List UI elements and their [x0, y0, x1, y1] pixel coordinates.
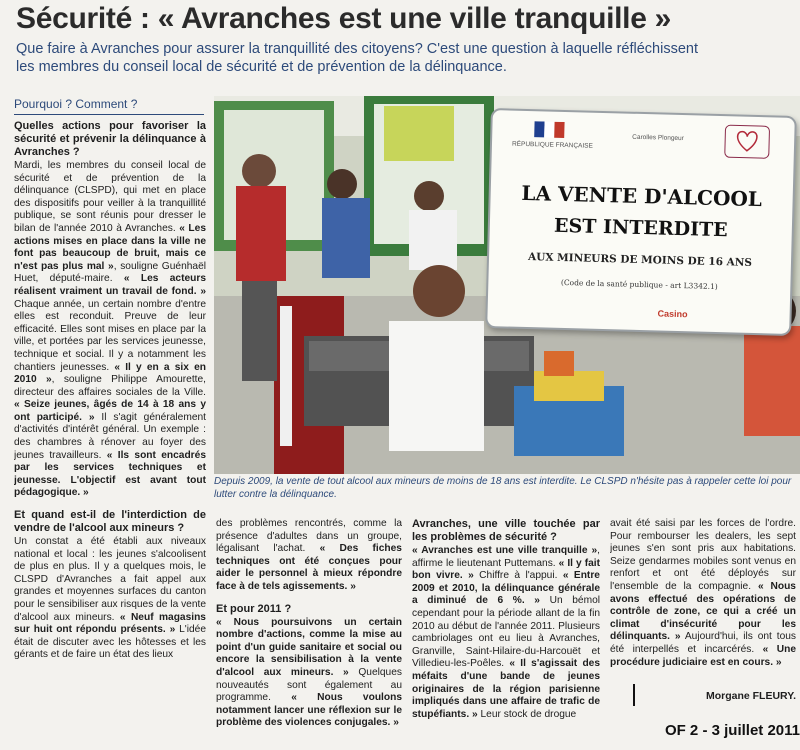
column-2 [216, 518, 402, 750]
sign-logo-text-left: RÉPUBLIQUE FRANÇAISE [511, 140, 593, 150]
alcohol-warning-sign [485, 108, 797, 336]
article-headline: Sécurité : « Avranches est une ville tranquille » [16, 2, 671, 35]
question-heading: Et pour 2011 ? [216, 602, 292, 615]
column-4 [610, 518, 796, 750]
question-heading: Quelles actions pour favoriser la sécurité et prévenir la délinquance à Avranches ? [14, 120, 206, 158]
paragraph: Un constat a été établi aux niveaux national et local : les jeunes s'alcoolisent de plus en plus. Il y a quelques mois, le CLSPD d'Avranches a fait appel aux grandes et moyennes surfaces du canton pour le sensibiliser aux risques de la vente d'alcool aux mineurs. « Neuf magasins sur huit ont répondu présents. » L'idée était de discuter avec les hôtesses et les gérants et de faire un état des lieux [14, 536, 206, 661]
photo-caption: Depuis 2009, la vente de tout alcool aux mineurs de moins de 18 ans est interdite. Le CLSPD n'hésite pas à rappeler cette loi pour lutter contre la délinquance. [214, 476, 792, 500]
sign-text-line-3: AUX MINEURS DE MOINS DE 16 ANS [527, 251, 753, 269]
column-3 [412, 518, 600, 750]
article-subhead: Que faire à Avranches pour assurer la tranquillité des citoyens? C'est une question à laquelle réfléchissent les membres du conseil local de sécurité et de prévention de la délinquance. [16, 41, 698, 75]
sign-text-line-4: (Code de la santé publique - art L3342.1) [560, 277, 718, 292]
sign-text-line-1: LA VENTE D'ALCOOL [521, 180, 763, 212]
paragraph: « Nous poursuivons un certain nombre d'actions, comme la mise au point d'un guide sanitaire et social ou encore la sensibilisation à la vente d'alcool aux mineurs. » Quelques nouveautés sont également au programme. « Nous voulons notamment lancer une réflexion sur le problème des violences conjugales. » [216, 616, 402, 729]
paragraph: des problèmes rencontrés, comme la présence d'adultes dans un groupe, légalisant l'achat. « Des fiches techniques ont été conçues pour aider le personnel à mieux répondre face à de tels agissements. » [216, 518, 402, 592]
edition-stamp: OF 2 - 3 juillet 2011 [664, 722, 800, 739]
heart-logo-icon [724, 124, 771, 159]
column-1 [14, 120, 206, 750]
sign-logo-text-mid: Carolles Plongeur [632, 133, 684, 143]
section-kicker: Pourquoi ? Comment ? [14, 97, 204, 115]
divider [633, 684, 635, 706]
question-heading: Avranches, une ville touchée par les problèmes de sécurité ? [412, 518, 600, 543]
sign-text-line-2: EST INTERDITE [553, 214, 728, 242]
author-signature: Morgane FLEURY. [705, 690, 796, 702]
question-heading: Et quand est-il de l'interdiction de vendre de l'alcool aux mineurs ? [14, 509, 206, 535]
casino-logo: Casino [657, 308, 688, 320]
paragraph: avait été saisi par les forces de l'ordre. Pour rembourser les dealers, les sept jeunes s'en sont pris aux habitations. Seize gendarmes mobiles sont venus en renfort et ont été déployés sur l'ensemble de la compagnie. « Nous avons effectué des opérations de contrôle de zone, ce qui a créé un climat d'insécurité pour les délinquants. » Aujourd'hui, ils ont tous été interpellés et incarcérés. « Une procédure judiciaire est en cours. » [610, 518, 796, 668]
paragraph: « Avranches est une ville tranquille », affirme le lieutenant Puttemans. « Il y fait bon vivre. » Chiffre à l'appui. « Entre 2009 et 2010, la délinquance générale a diminué de 6 %. » Un bémol cependant pour la période allant de la fin 2010 au début de l'année 2011. Plusieurs cambriolages ont eu lieu à Avranches, Granville, Saint-Hilaire-du-Harcouët et Villedieu-les-Poêles. « Il s'agissait des méfaits d'une bande de jeunes originaires de la région parisienne impliqués dans une affaire de trafic de stupéfiants. » Leur stock de drogue [412, 545, 600, 720]
paragraph: Mardi, les membres du conseil local de sécurité et de prévention de la délinquance (CLSPD), qui met en place des dispositifs pour veiller à la tranquillité publique, se sont réunis pour dresser le bilan de l'année 2010 à Avranches. « Les actions mises en place dans la ville ne font pas beaucoup de bruit, mais ce n'est pas plus mal », souligne Guénhaël Huet, député-maire. « Les acteurs réalisent vraiment un travail de fond. » Chaque année, un certain nombre d'entre elles est reconduit. Preuve de leur efficacité. Elles sont mises en place par la ville, et portées par les services jeunesse, technique et social. Il y a notamment les chantiers jeunesses. « Il y en a six en 2010 », souligne Philippe Amourette, directeur des affaires sociales de la Ville. « Seize jeunes, âgés de 14 à 18 ans y ont participé. » Il s'agit généralement d'activités d'intérêt général. Un exemple : des chambres à rénover au foyer des jeunes travailleurs. « Ils sont encadrés par les services techniques et jeunesse. L'objectif est avant tout pédagogique. » [14, 160, 206, 499]
